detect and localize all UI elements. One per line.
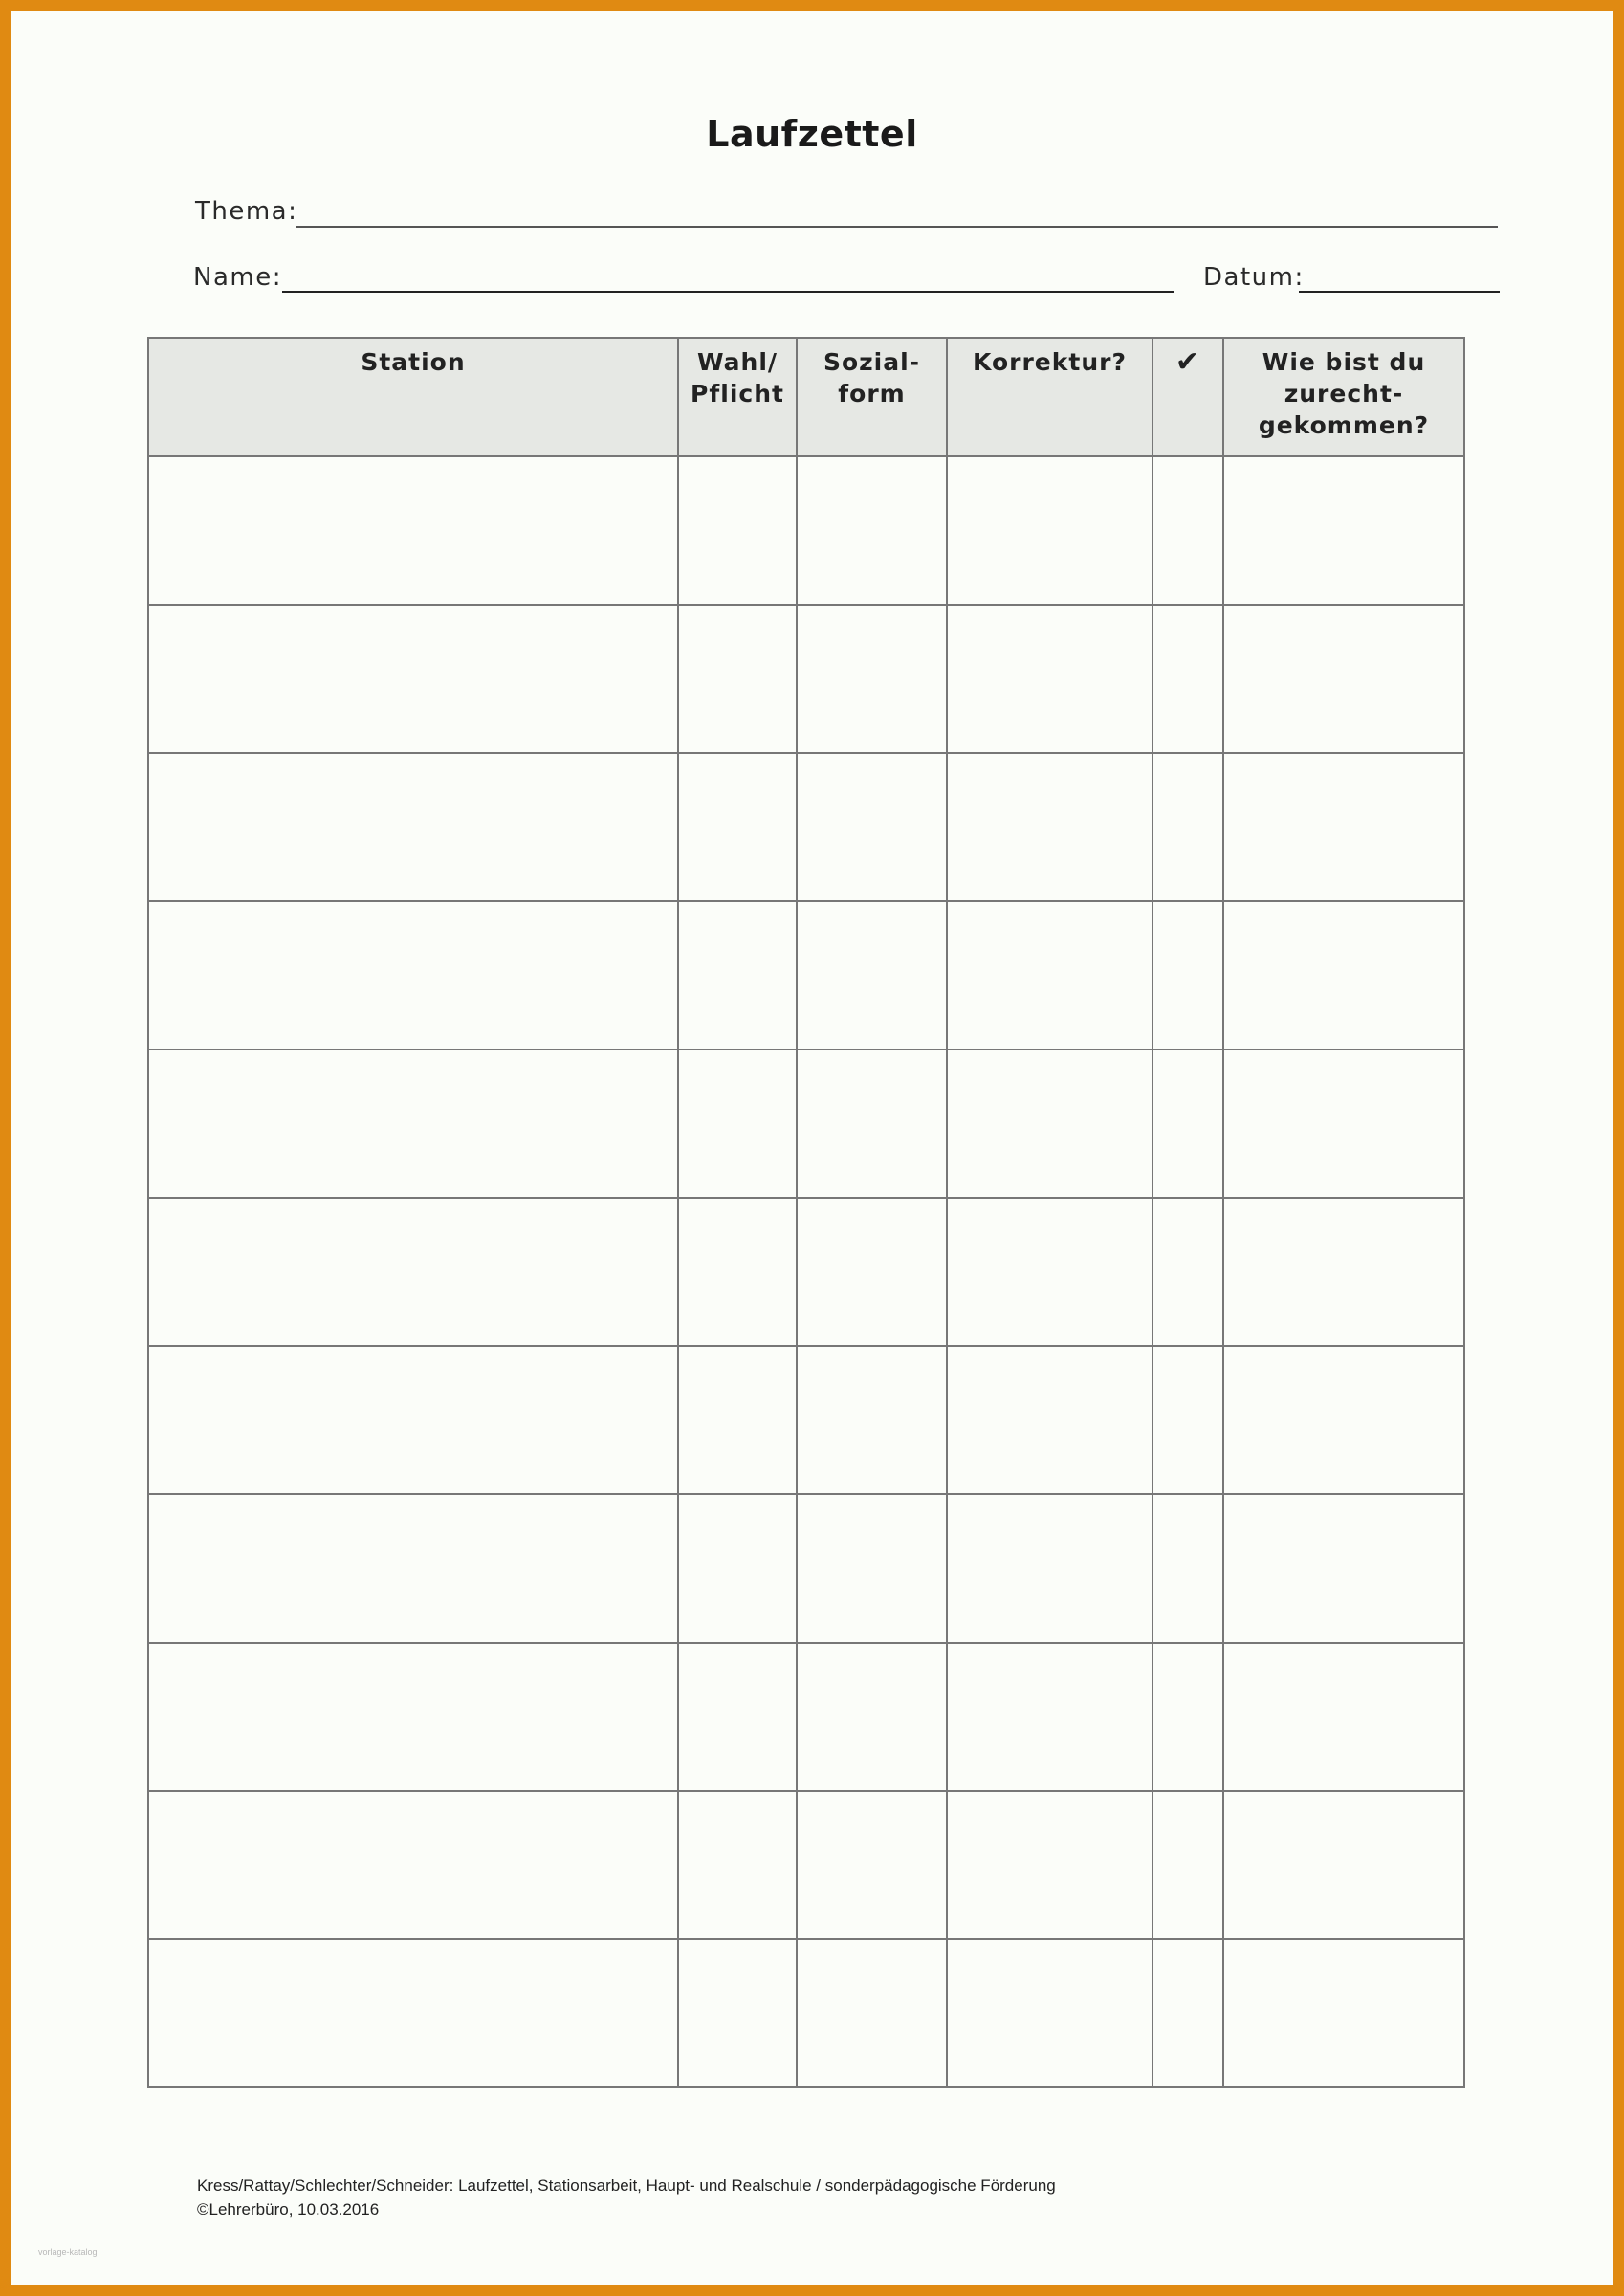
cell-station[interactable] [148,456,678,605]
cell-station[interactable] [148,605,678,753]
cell-sozialform[interactable] [797,1198,947,1346]
cell-wie[interactable] [1223,605,1464,753]
cell-wie[interactable] [1223,1049,1464,1198]
header-wie-label: Wie bist du zurecht- gekommen? [1258,348,1430,439]
cell-wie[interactable] [1223,753,1464,901]
cell-check[interactable] [1152,1494,1223,1643]
watermark-text: vorlage-katalog [38,2247,98,2257]
table-row [148,1049,1464,1198]
table-row [148,1791,1464,1939]
footer-line-2: ©Lehrerbüro, 10.03.2016 [197,2200,380,2219]
header-sozialform [797,338,947,456]
cell-korrektur[interactable] [947,1939,1152,2087]
header-wahl-label: Wahl/ Pflicht [691,348,784,408]
cell-korrektur[interactable] [947,1346,1152,1494]
document-title: Laufzettel [706,113,918,155]
cell-sozialform[interactable] [797,1494,947,1643]
cell-sozialform[interactable] [797,1049,947,1198]
table-row [148,605,1464,753]
cell-korrektur[interactable] [947,1198,1152,1346]
cell-korrektur[interactable] [947,605,1152,753]
table-row [148,753,1464,901]
cell-wahl[interactable] [678,1198,797,1346]
cell-wahl[interactable] [678,1346,797,1494]
cell-korrektur[interactable] [947,753,1152,901]
cell-station[interactable] [148,1346,678,1494]
table-row [148,901,1464,1049]
cell-sozialform[interactable] [797,1643,947,1791]
thema-input-line[interactable] [296,226,1498,228]
cell-station[interactable] [148,1494,678,1643]
checkmark-icon: ✔ [1174,345,1201,379]
cell-check[interactable] [1152,1049,1223,1198]
cell-wahl[interactable] [678,901,797,1049]
cell-korrektur[interactable] [947,1049,1152,1198]
table-row [148,1198,1464,1346]
cell-korrektur[interactable] [947,1643,1152,1791]
cell-check[interactable] [1152,456,1223,605]
cell-check[interactable] [1152,753,1223,901]
header-sozial-label: Sozial- form [823,348,921,408]
cell-sozialform[interactable] [797,753,947,901]
table-row [148,1643,1464,1791]
table-header-row [148,338,1464,456]
cell-check[interactable] [1152,1643,1223,1791]
cell-sozialform[interactable] [797,605,947,753]
header-korrektur [947,338,1152,456]
table-row [148,1494,1464,1643]
header-wie-bist-du [1223,338,1464,456]
cell-check[interactable] [1152,1791,1223,1939]
cell-wie[interactable] [1223,1198,1464,1346]
cell-station[interactable] [148,1643,678,1791]
datum-input-line[interactable] [1299,291,1500,293]
header-station [148,338,678,456]
laufzettel-table [147,337,1465,2088]
cell-wahl[interactable] [678,753,797,901]
cell-wahl[interactable] [678,1643,797,1791]
cell-wahl[interactable] [678,1049,797,1198]
table-row [148,1939,1464,2087]
cell-check[interactable] [1152,1346,1223,1494]
cell-wahl[interactable] [678,1939,797,2087]
cell-station[interactable] [148,753,678,901]
cell-korrektur[interactable] [947,901,1152,1049]
name-input-line[interactable] [282,291,1174,293]
cell-wie[interactable] [1223,1791,1464,1939]
cell-wie[interactable] [1223,1643,1464,1791]
table-row [148,1346,1464,1494]
footer-line-1: Kress/Rattay/Schlechter/Schneider: Laufzettel, Stationsarbeit, Haupt- und Realschule / sonderpädagogische Förderung [197,2176,1056,2195]
thema-label: Thema: [195,197,298,226]
cell-korrektur[interactable] [947,456,1152,605]
datum-label: Datum: [1203,263,1305,292]
header-check [1152,338,1223,456]
cell-sozialform[interactable] [797,1939,947,2087]
cell-check[interactable] [1152,1198,1223,1346]
cell-wahl[interactable] [678,1494,797,1643]
cell-sozialform[interactable] [797,1346,947,1494]
table-row [148,456,1464,605]
cell-wie[interactable] [1223,1494,1464,1643]
cell-wie[interactable] [1223,456,1464,605]
cell-station[interactable] [148,1791,678,1939]
cell-station[interactable] [148,1049,678,1198]
cell-check[interactable] [1152,605,1223,753]
cell-wie[interactable] [1223,901,1464,1049]
cell-station[interactable] [148,1939,678,2087]
cell-korrektur[interactable] [947,1494,1152,1643]
cell-wie[interactable] [1223,1939,1464,2087]
cell-station[interactable] [148,901,678,1049]
cell-wahl[interactable] [678,456,797,605]
cell-check[interactable] [1152,901,1223,1049]
cell-wie[interactable] [1223,1346,1464,1494]
cell-sozialform[interactable] [797,1791,947,1939]
cell-korrektur[interactable] [947,1791,1152,1939]
cell-wahl[interactable] [678,1791,797,1939]
cell-wahl[interactable] [678,605,797,753]
cell-sozialform[interactable] [797,901,947,1049]
header-station-label: Station [361,348,466,376]
cell-sozialform[interactable] [797,456,947,605]
cell-station[interactable] [148,1198,678,1346]
name-label: Name: [193,263,282,292]
cell-check[interactable] [1152,1939,1223,2087]
footer-credits [197,2174,1056,2221]
header-korrektur-label: Korrektur? [973,348,1127,376]
header-wahl-pflicht [678,338,797,456]
